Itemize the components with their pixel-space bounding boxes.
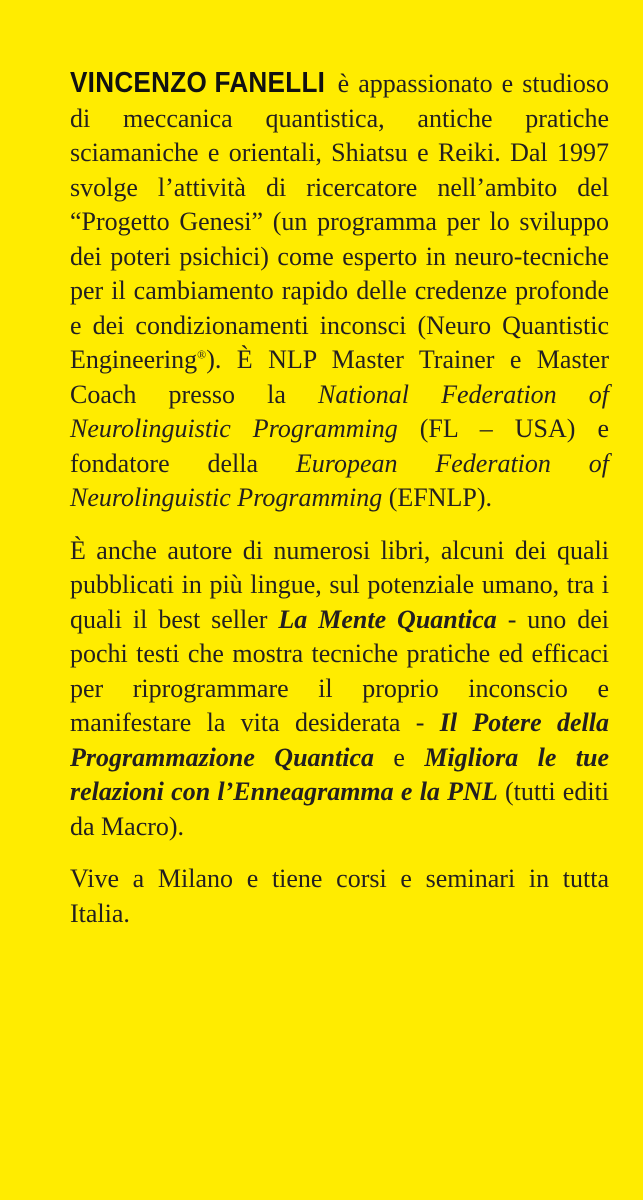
author-name: VINCENZO FANELLI <box>70 67 326 99</box>
book-title-il-potere: Il Potere della Programmazione Quantica <box>70 708 609 772</box>
registered-mark: ® <box>197 347 207 362</box>
nfnlp-name: National Federation of Neurolinguistic Programming <box>70 379 610 443</box>
bio-paragraph-2 <box>70 534 609 845</box>
bio-paragraph-1 <box>70 66 609 516</box>
bio-p1-text-2: ). È NLP Master Trainer e Master Coach presso la <box>70 345 609 409</box>
bio-p1-text-4: (EFNLP). <box>382 483 493 512</box>
book-title-la-mente-quantica: La Mente Quantica <box>278 604 497 634</box>
efnlp-name: European Federation of Neurolinguistic Programming <box>70 448 609 512</box>
bio-p2-text-4: (tutti editi da Macro). <box>70 777 610 841</box>
bio-p2-text-2: - uno dei pochi testi che mostra tecniche pratiche ed efficaci per riprogrammare il proprio inconscio e manifestare la vita desiderata - <box>70 604 610 737</box>
bio-p2-text-1: È anche autore di numerosi libri, alcuni dei quali pubblicati in più lingue, sul potenziale umano, tra i quali il best seller <box>70 535 609 634</box>
book-title-migliora: Migliora le tue relazioni con l’Enneagramma e la PNL <box>70 742 609 806</box>
bio-paragraph-3: Vive a Milano e tiene corsi e seminari in tutta Italia. <box>70 864 609 928</box>
bio-p2-text-3: e <box>373 742 425 772</box>
bio-p1-text-3: (FL – USA) e fondatore della <box>70 414 609 478</box>
bio-p1-text-1: è appassionato e studioso di meccanica quantistica, antiche pratiche sciamaniche e orientali, Shiatsu e Reiki. Dal 1997 svolge l’attività di ricercatore nell’ambito del “Progetto Genesi” (un programma per lo sviluppo dei poteri psichici) come esperto in neuro-tecniche per il cambiamento rapido delle credenze profonde e dei condizionamenti inconsci (Neuro Quantistic Engineering <box>70 69 609 374</box>
